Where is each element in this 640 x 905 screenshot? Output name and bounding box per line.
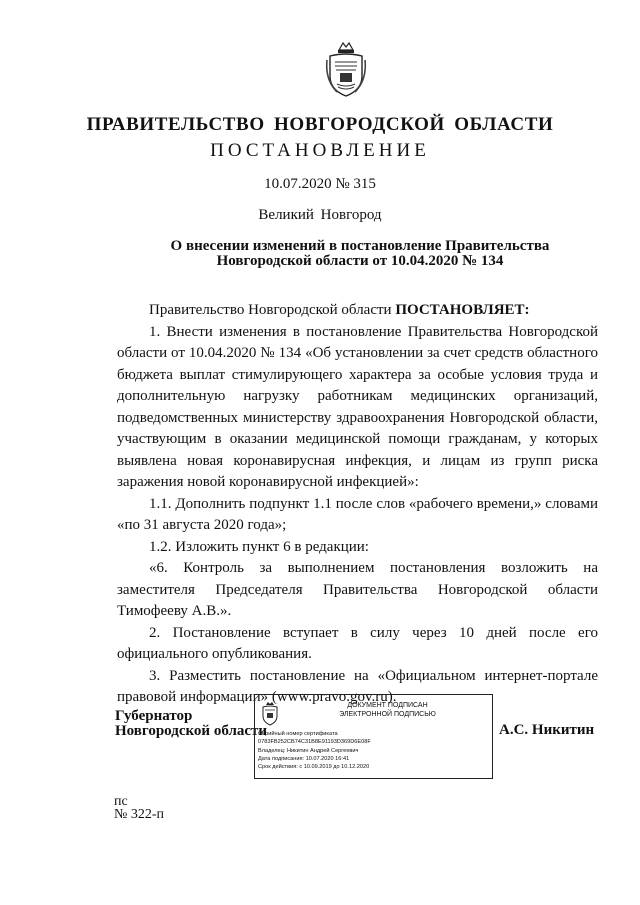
- signatory-position: [115, 709, 267, 739]
- intro-paragraph: [117, 300, 598, 322]
- stamp-emblem-icon: [260, 701, 280, 726]
- paragraph-1-2-text: «6. Контроль за выполнением постановления возложить на заместителя Председателя Правительства Новгородской области Тимофееву А.В.».: [117, 560, 598, 619]
- paragraph-3: 3. Разместить постановление на «Официальном интернет-портале правовой информации» (www.pravo.gov.ru).: [117, 667, 598, 705]
- paragraph-2: 2. Постановление вступает в силу через 10 дней после его официального опубликования.: [117, 624, 598, 662]
- position-line-2: Новгородской области: [115, 723, 268, 739]
- document-body: [117, 300, 598, 709]
- paragraph-1-2: 1.2. Изложить пункт 6 в редакции:: [149, 538, 369, 555]
- subject-line-1: О внесении изменений в постановление Правительства: [170, 238, 550, 254]
- government-title: ПРАВИТЕЛЬСТВО НОВГОРОДСКОЙ ОБЛАСТИ: [86, 114, 554, 135]
- intro-prefix: Правительство Новгородской области: [149, 302, 396, 318]
- certificate-validity: Срок действия: с 10.09.2019 до 10.12.2020: [258, 764, 370, 771]
- date-number: 10.07.2020 № 315: [264, 176, 376, 192]
- stamp-heading: [285, 701, 490, 719]
- subject-line-2: Новгородской области от 10.04.2020 № 134: [216, 253, 504, 269]
- signatory-name: А.С. Никитин: [499, 722, 595, 738]
- serial-number: 0783FB252CB74C31B8E91193D369D6E08F: [258, 739, 371, 746]
- city: Великий Новгород: [258, 207, 382, 223]
- certificate-owner: Владелец: Никитин Андрей Сергеевич: [258, 747, 359, 754]
- signing-date: Дата подписания: 10.07.2020 16:41: [258, 755, 350, 762]
- paragraph-1-1: 1.1. Дополнить подпункт 1.1 после слов «рабочего времени,» словами «по 31 августа 2020 года»;: [117, 495, 598, 533]
- serial-label: Серийный номер сертификата: [258, 731, 338, 737]
- paragraph-1: 1. Внести изменения в постановление Правительства Новгородской области от 10.04.2020 № 134 «Об установлении за счет средств областного бюджета выплат стимулирующего характера за особые условия труда и дополнительную нагрузку работникам медицинских организаций, подведомственных министерству здравоохранения Новгородской области, участвующим в оказании медицинской помощи гражданам, у которых выявлена новая коронавирусная инфекция, и лицам из групп риска заражения новой коронавирусной инфекцией»:: [117, 323, 598, 490]
- stamp-heading-line-2: ЭЛЕКТРОННОЙ ПОДПИСЬЮ: [339, 711, 436, 718]
- document-type: ПОСТАНОВЛЕНИЕ: [210, 140, 430, 161]
- footer-initials: пс: [114, 794, 128, 809]
- footer-note: [114, 795, 164, 821]
- document-subject: [120, 239, 600, 269]
- footer-doc-number: № 322-п: [114, 807, 165, 822]
- stamp-details: [258, 730, 492, 771]
- coat-of-arms-emblem: [325, 40, 367, 100]
- electronic-signature-stamp: [254, 694, 493, 779]
- position-line-1: Губернатор: [115, 708, 193, 724]
- intro-bold: ПОСТАНОВЛЯЕТ:: [395, 302, 530, 318]
- stamp-heading-line-1: ДОКУМЕНТ ПОДПИСАН: [347, 702, 428, 709]
